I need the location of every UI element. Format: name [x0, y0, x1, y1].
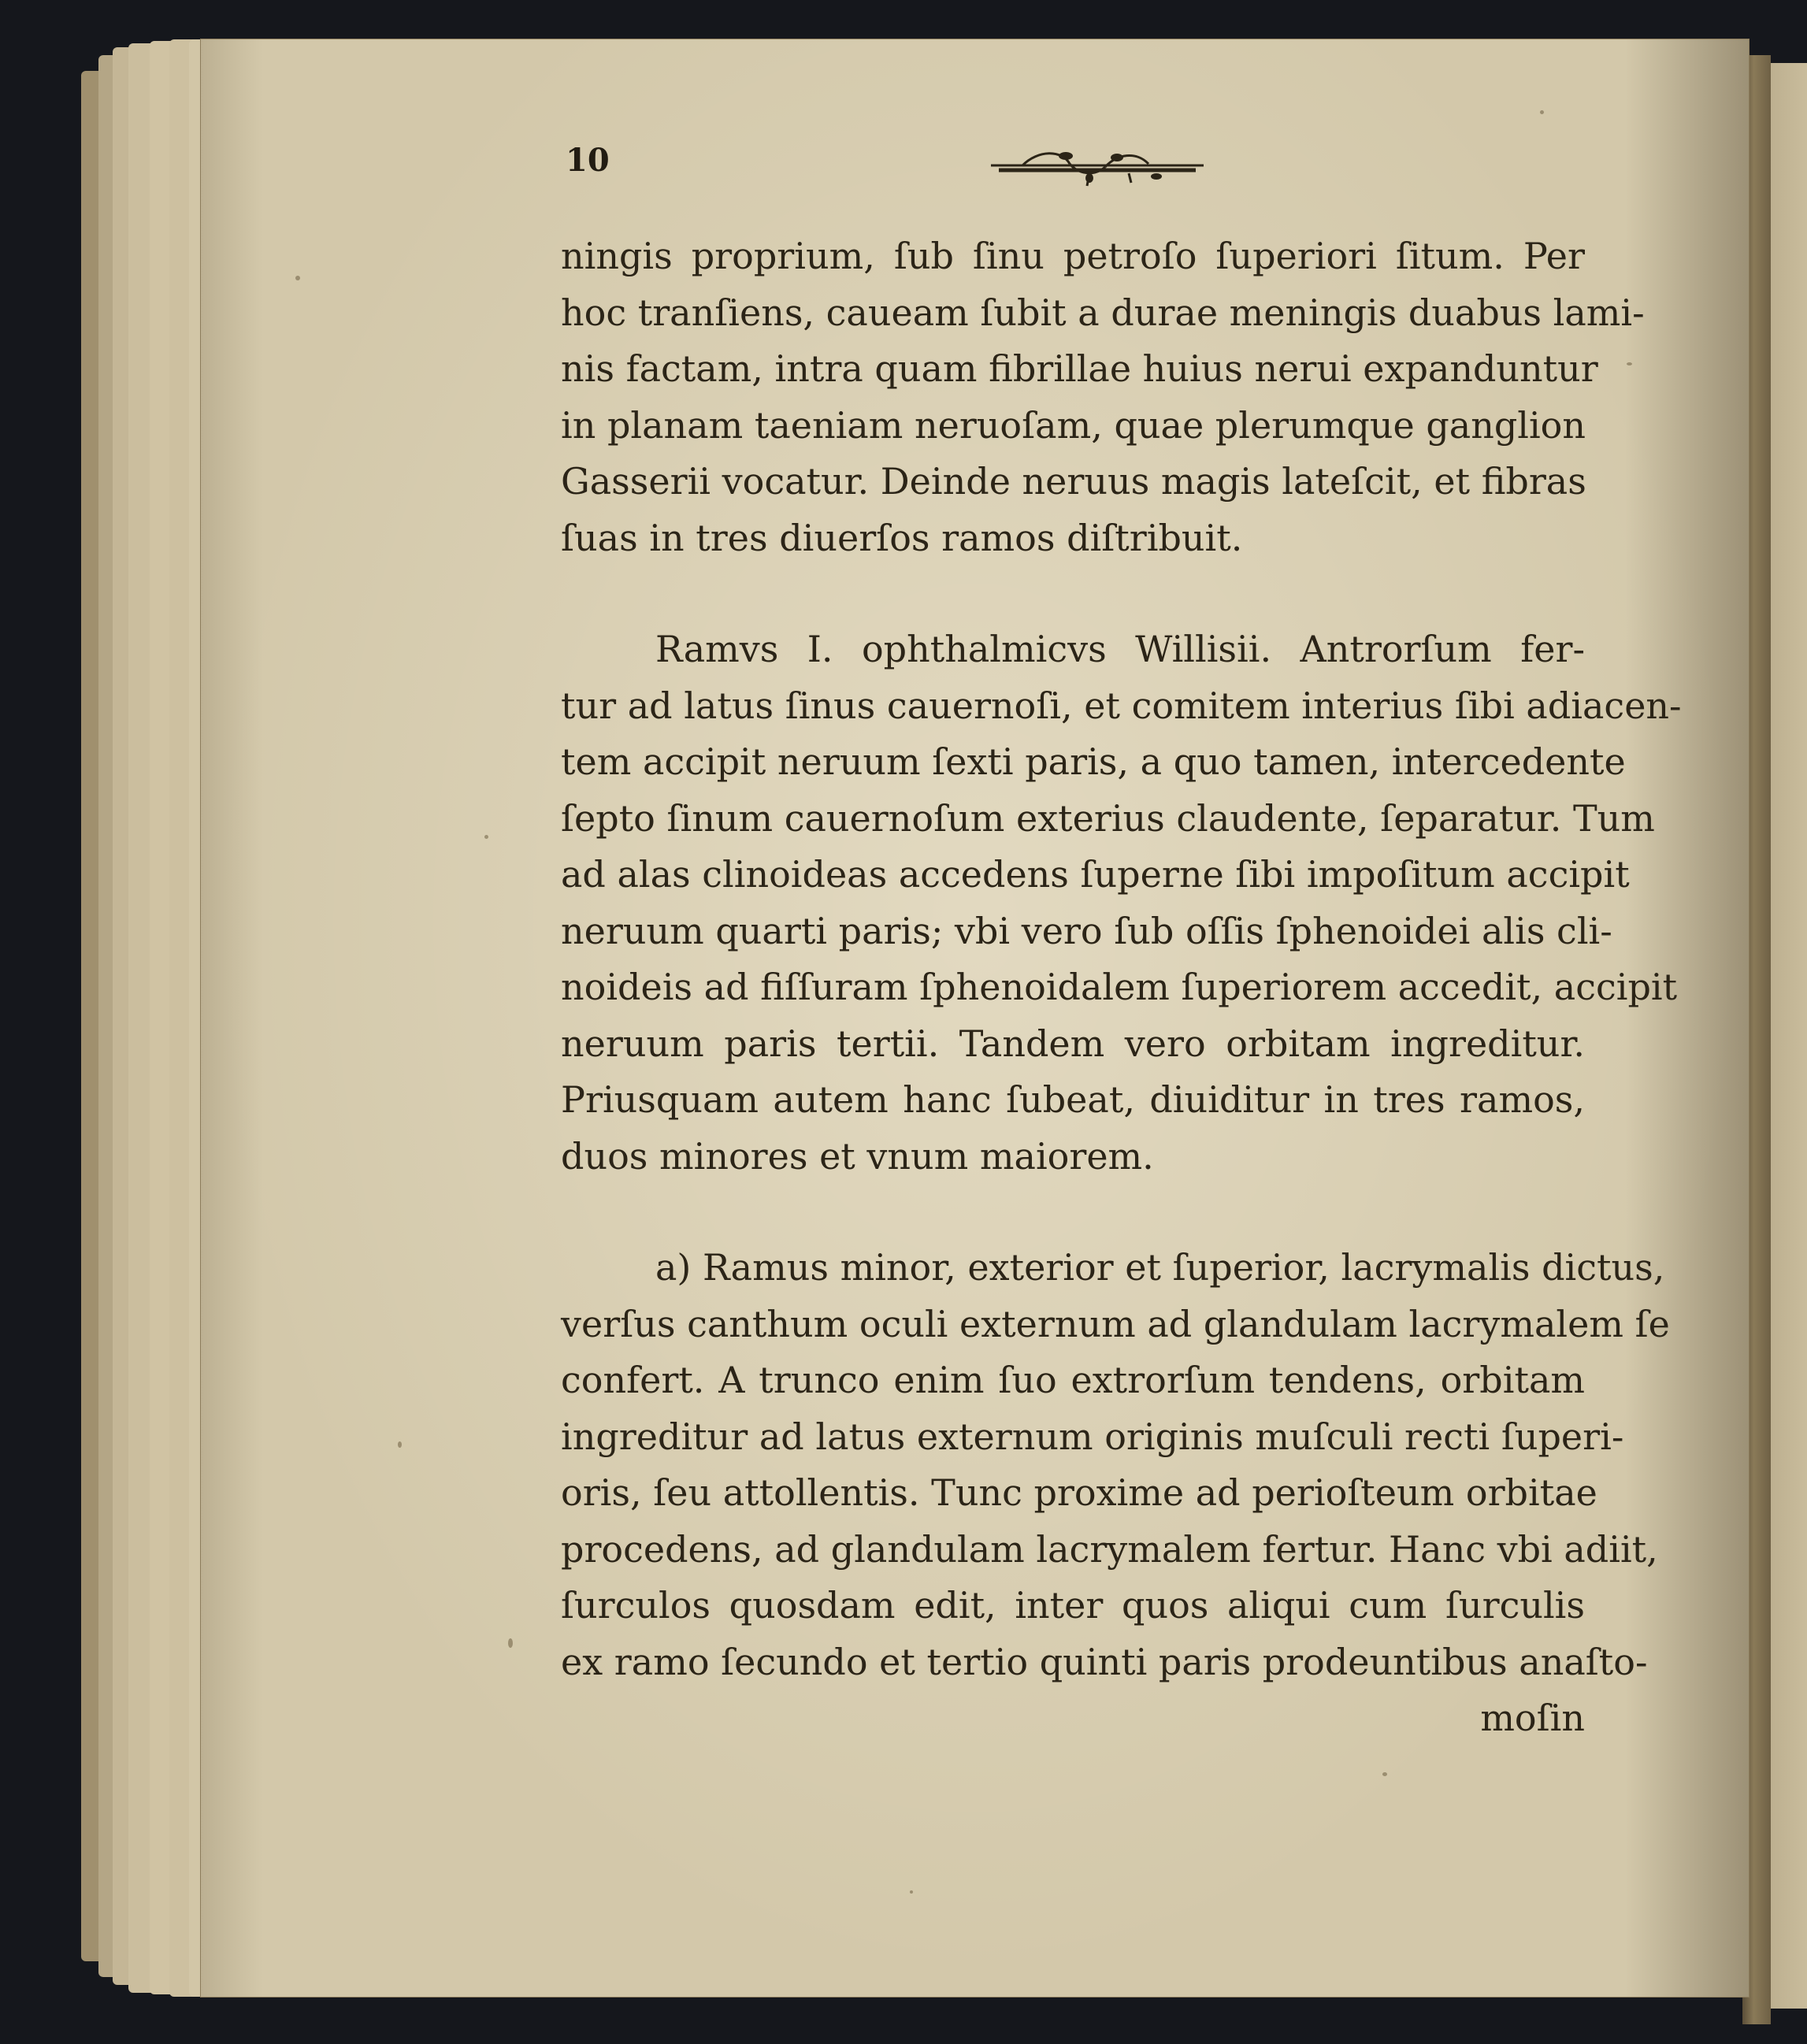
- paragraph-gap: [561, 566, 1585, 621]
- text-line: a) Ramus minor, exterior et ſuperior, lacrymalis dictus,: [655, 1246, 1665, 1289]
- text-line: noideis ad fiſſuram ſphenoidalem ſuperiorem accedit, accipit: [561, 966, 1678, 1008]
- page-body: [561, 228, 1682, 1747]
- text-line: ex ramo ſecundo et tertio quinti paris prodeuntibus anaſto-: [561, 1640, 1648, 1683]
- paper-speck: [295, 276, 300, 280]
- text-line: confert. A trunco enim ſuo extrorſum tendens, orbitam: [561, 1359, 1585, 1401]
- text-line: oris, ſeu attollentis. Tunc proxime ad perioſteum orbitae: [561, 1471, 1597, 1514]
- text-line: duos minores et vnum maiorem.: [561, 1134, 1154, 1178]
- text-line: ningis proprium, ſub ſinu petroſo ſuperiori ſitum. Per: [561, 235, 1585, 277]
- text-line: in planam taeniam neruoſam, quae plerumque ganglion: [561, 403, 1586, 447]
- text-line: hoc tranſiens, caueam ſubit a durae meningis duabus lami-: [561, 291, 1645, 334]
- paragraph-gap: [561, 1185, 1585, 1240]
- text-line: procedens, ad glandulam lacrymalem fertur. Hanc vbi adiit,: [561, 1527, 1658, 1571]
- paper-speck: [1382, 1772, 1387, 1776]
- paper-speck: [508, 1638, 513, 1648]
- text-line: tem accipit neruum ſexti paris, a quo tamen, intercedente: [561, 740, 1626, 783]
- section-heading-line: Ramvs I. ophthalmicvs Willisii. Antrorſum fer-: [655, 628, 1585, 670]
- facing-page-edge: [1771, 63, 1807, 2009]
- paper-speck: [1627, 362, 1632, 365]
- vine-ornament-icon: [991, 142, 1204, 189]
- paragraph: [561, 1240, 1670, 1747]
- paragraph: [561, 621, 1682, 1185]
- text-line: neruum paris tertii. Tandem vero orbitam ingreditur.: [561, 1022, 1585, 1065]
- text-line: ſuas in tres diuerſos ramos diſtribuit.: [561, 516, 1243, 559]
- text-line: ſurculos quosdam edit, inter quos aliqui cum ſurculis: [561, 1584, 1585, 1627]
- paper-speck: [398, 1441, 402, 1448]
- text-line: tur ad latus ſinus cauernoſi, et comitem interius ſibi adiacen-: [561, 684, 1682, 727]
- text-line: ad alas clinoideas accedens ſuperne ſibi impoſitum accipit: [561, 853, 1630, 896]
- catchword: moſin: [1480, 1697, 1585, 1739]
- paragraph: [561, 228, 1645, 566]
- text-line: verſus canthum oculi externum ad glandulam lacrymalem ſe: [561, 1302, 1670, 1345]
- text-line: neruum quarti paris; vbi vero ſub oſſis ſphenoidei alis cli-: [561, 909, 1612, 952]
- paper-speck: [1540, 110, 1544, 114]
- text-line: ſepto ſinum cauernoſum exterius claudente, ſeparatur. Tum: [561, 796, 1655, 840]
- page-header: [566, 142, 1590, 189]
- text-line: Priusquam autem hanc ſubeat, diuiditur in tres ramos,: [561, 1078, 1585, 1121]
- paper-speck: [910, 1890, 913, 1894]
- text-line: nis factam, intra quam fibrillae huius nerui expanduntur: [561, 347, 1598, 390]
- page-number: 10: [566, 142, 610, 179]
- text-line: ingreditur ad latus externum originis muſculi recti ſuperi-: [561, 1415, 1624, 1458]
- paper-speck: [484, 835, 488, 839]
- text-line: Gasserii vocatur. Deinde neruus magis lateſcit, et fibras: [561, 460, 1586, 503]
